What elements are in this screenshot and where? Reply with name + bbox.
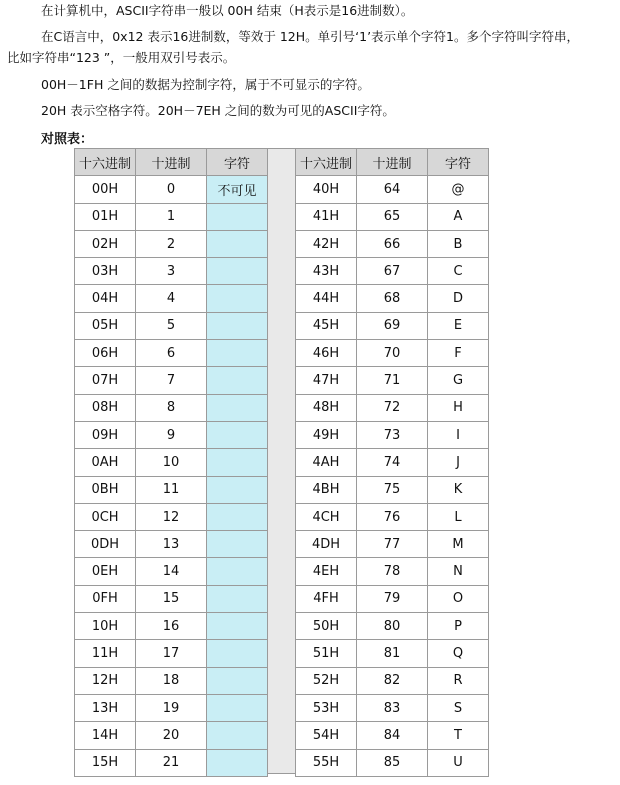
hex-cell: 42H (296, 230, 357, 257)
hex-cell: 13H (75, 694, 136, 721)
char-cell (207, 230, 268, 257)
hex-cell: 4BH (296, 476, 357, 503)
table-row (296, 613, 489, 640)
table-row (75, 503, 268, 530)
table-row (296, 449, 489, 476)
table-row (296, 749, 489, 776)
hex-cell: 05H (75, 312, 136, 339)
char-cell: E (428, 312, 489, 339)
dec-cell: 12 (136, 503, 207, 530)
dec-cell: 7 (136, 367, 207, 394)
intro-paragraph-2: 在C语言中，0x12 表示16进制数，等效于 12H。单引号‘1’表示单个字符1。多个字符叫字符串， (41, 29, 579, 44)
char-cell (207, 476, 268, 503)
hex-cell: 04H (75, 285, 136, 312)
hex-cell: 14H (75, 722, 136, 749)
hex-cell: 4CH (296, 503, 357, 530)
hex-cell: 54H (296, 722, 357, 749)
char-cell: L (428, 503, 489, 530)
table-row (75, 258, 268, 285)
dec-cell: 1 (136, 203, 207, 230)
char-cell (207, 394, 268, 421)
ascii-table-right (295, 148, 489, 777)
dec-cell: 75 (357, 476, 428, 503)
char-cell (207, 667, 268, 694)
table-row (296, 585, 489, 612)
char-cell: D (428, 285, 489, 312)
table-row (75, 285, 268, 312)
dec-cell: 81 (357, 640, 428, 667)
hex-cell: 08H (75, 394, 136, 421)
table-heading: 对照表： (41, 132, 94, 147)
char-cell: S (428, 694, 489, 721)
hex-cell: 0DH (75, 531, 136, 558)
header-hex: 十六进制 (296, 149, 357, 176)
dec-cell: 76 (357, 503, 428, 530)
char-cell: O (428, 585, 489, 612)
char-cell: U (428, 749, 489, 776)
dec-cell: 17 (136, 640, 207, 667)
header-hex: 十六进制 (75, 149, 136, 176)
char-cell: 不可见 (207, 176, 268, 203)
hex-cell: 46H (296, 340, 357, 367)
table-row (296, 312, 489, 339)
hex-cell: 0FH (75, 585, 136, 612)
dec-cell: 64 (357, 176, 428, 203)
table-row (296, 558, 489, 585)
hex-cell: 12H (75, 667, 136, 694)
hex-cell: 50H (296, 613, 357, 640)
dec-cell: 78 (357, 558, 428, 585)
char-cell (207, 531, 268, 558)
header-char: 字符 (207, 149, 268, 176)
char-cell (207, 203, 268, 230)
header-char: 字符 (428, 149, 489, 176)
char-cell (207, 367, 268, 394)
control-chars-paragraph: 00H－1FH 之间的数据为控制字符，属于不可显示的字符。 (41, 77, 370, 92)
table-row (296, 367, 489, 394)
hex-cell: 51H (296, 640, 357, 667)
char-cell: @ (428, 176, 489, 203)
hex-cell: 06H (75, 340, 136, 367)
dec-cell: 71 (357, 367, 428, 394)
char-cell: K (428, 476, 489, 503)
char-cell (207, 285, 268, 312)
dec-cell: 6 (136, 340, 207, 367)
dec-cell: 68 (357, 285, 428, 312)
char-cell (207, 640, 268, 667)
hex-cell: 07H (75, 367, 136, 394)
dec-cell: 4 (136, 285, 207, 312)
char-cell: B (428, 230, 489, 257)
table-row (296, 531, 489, 558)
hex-cell: 15H (75, 749, 136, 776)
table-row (75, 640, 268, 667)
header-row (296, 149, 489, 176)
dec-cell: 2 (136, 230, 207, 257)
header-dec: 十进制 (136, 149, 207, 176)
dec-cell: 66 (357, 230, 428, 257)
hex-cell: 4FH (296, 585, 357, 612)
table-row (75, 203, 268, 230)
table-row (296, 722, 489, 749)
dec-cell: 80 (357, 613, 428, 640)
char-cell: T (428, 722, 489, 749)
dec-cell: 83 (357, 694, 428, 721)
dec-cell: 19 (136, 694, 207, 721)
dec-cell: 77 (357, 531, 428, 558)
table-row (296, 394, 489, 421)
table-row (296, 258, 489, 285)
hex-cell: 4DH (296, 531, 357, 558)
char-cell: P (428, 613, 489, 640)
char-cell: R (428, 667, 489, 694)
hex-cell: 0CH (75, 503, 136, 530)
hex-cell: 10H (75, 613, 136, 640)
table-row (296, 503, 489, 530)
char-cell: M (428, 531, 489, 558)
dec-cell: 5 (136, 312, 207, 339)
dec-cell: 9 (136, 421, 207, 448)
table-row (75, 421, 268, 448)
table-row (75, 394, 268, 421)
char-cell (207, 312, 268, 339)
dec-cell: 73 (357, 421, 428, 448)
hex-cell: 55H (296, 749, 357, 776)
table-row (75, 230, 268, 257)
dec-cell: 21 (136, 749, 207, 776)
ascii-table-left (74, 148, 268, 777)
dec-cell: 85 (357, 749, 428, 776)
dec-cell: 0 (136, 176, 207, 203)
dec-cell: 69 (357, 312, 428, 339)
table-row (296, 203, 489, 230)
char-cell (207, 558, 268, 585)
table-row (75, 667, 268, 694)
table-row (75, 367, 268, 394)
dec-cell: 16 (136, 613, 207, 640)
hex-cell: 03H (75, 258, 136, 285)
char-cell (207, 421, 268, 448)
hex-cell: 09H (75, 421, 136, 448)
dec-cell: 70 (357, 340, 428, 367)
hex-cell: 53H (296, 694, 357, 721)
hex-cell: 4EH (296, 558, 357, 585)
table-row (296, 340, 489, 367)
dec-cell: 84 (357, 722, 428, 749)
char-cell (207, 694, 268, 721)
hex-cell: 41H (296, 203, 357, 230)
table-row (75, 749, 268, 776)
visible-chars-paragraph: 20H 表示空格字符。20H－7EH 之间的数为可见的ASCII字符。 (41, 103, 395, 118)
dec-cell: 20 (136, 722, 207, 749)
hex-cell: 48H (296, 394, 357, 421)
table-row (75, 694, 268, 721)
char-cell (207, 258, 268, 285)
dec-cell: 65 (357, 203, 428, 230)
table-row (296, 230, 489, 257)
char-cell: Q (428, 640, 489, 667)
table-row (296, 476, 489, 503)
char-cell (207, 722, 268, 749)
dec-cell: 15 (136, 585, 207, 612)
char-cell: J (428, 449, 489, 476)
table-row (75, 531, 268, 558)
char-cell (207, 585, 268, 612)
dec-cell: 74 (357, 449, 428, 476)
dec-cell: 10 (136, 449, 207, 476)
table-row (296, 285, 489, 312)
hex-cell: 47H (296, 367, 357, 394)
table-row (296, 667, 489, 694)
char-cell (207, 749, 268, 776)
dec-cell: 79 (357, 585, 428, 612)
table-row (296, 694, 489, 721)
dec-cell: 72 (357, 394, 428, 421)
hex-cell: 0EH (75, 558, 136, 585)
table-row (75, 722, 268, 749)
table-row (75, 476, 268, 503)
dec-cell: 82 (357, 667, 428, 694)
char-cell (207, 503, 268, 530)
hex-cell: 43H (296, 258, 357, 285)
char-cell: F (428, 340, 489, 367)
hex-cell: 0BH (75, 476, 136, 503)
header-dec: 十进制 (357, 149, 428, 176)
char-cell: A (428, 203, 489, 230)
intro-paragraph-1: 在计算机中，ASCII字符串一般以 00H 结束（H表示是16进制数）。 (41, 3, 414, 18)
hex-cell: 4AH (296, 449, 357, 476)
dec-cell: 14 (136, 558, 207, 585)
dec-cell: 8 (136, 394, 207, 421)
hex-cell: 40H (296, 176, 357, 203)
table-row (75, 312, 268, 339)
char-cell: I (428, 421, 489, 448)
char-cell: G (428, 367, 489, 394)
char-cell (207, 449, 268, 476)
table-gap (268, 148, 295, 774)
hex-cell: 0AH (75, 449, 136, 476)
hex-cell: 44H (296, 285, 357, 312)
table-row (75, 558, 268, 585)
table-row (296, 640, 489, 667)
table-row (75, 176, 268, 203)
hex-cell: 11H (75, 640, 136, 667)
table-row (296, 176, 489, 203)
hex-cell: 00H (75, 176, 136, 203)
hex-cell: 49H (296, 421, 357, 448)
hex-cell: 02H (75, 230, 136, 257)
char-cell: N (428, 558, 489, 585)
header-row (75, 149, 268, 176)
table-row (75, 449, 268, 476)
hex-cell: 01H (75, 203, 136, 230)
dec-cell: 67 (357, 258, 428, 285)
hex-cell: 45H (296, 312, 357, 339)
char-cell: C (428, 258, 489, 285)
intro-paragraph-3: 比如字符串“123 ”，一般用双引号表示。 (7, 50, 236, 65)
dec-cell: 3 (136, 258, 207, 285)
dec-cell: 11 (136, 476, 207, 503)
hex-cell: 52H (296, 667, 357, 694)
char-cell: H (428, 394, 489, 421)
dec-cell: 13 (136, 531, 207, 558)
table-row (75, 585, 268, 612)
char-cell (207, 613, 268, 640)
table-row (296, 421, 489, 448)
table-row (75, 340, 268, 367)
table-row (75, 613, 268, 640)
dec-cell: 18 (136, 667, 207, 694)
char-cell (207, 340, 268, 367)
